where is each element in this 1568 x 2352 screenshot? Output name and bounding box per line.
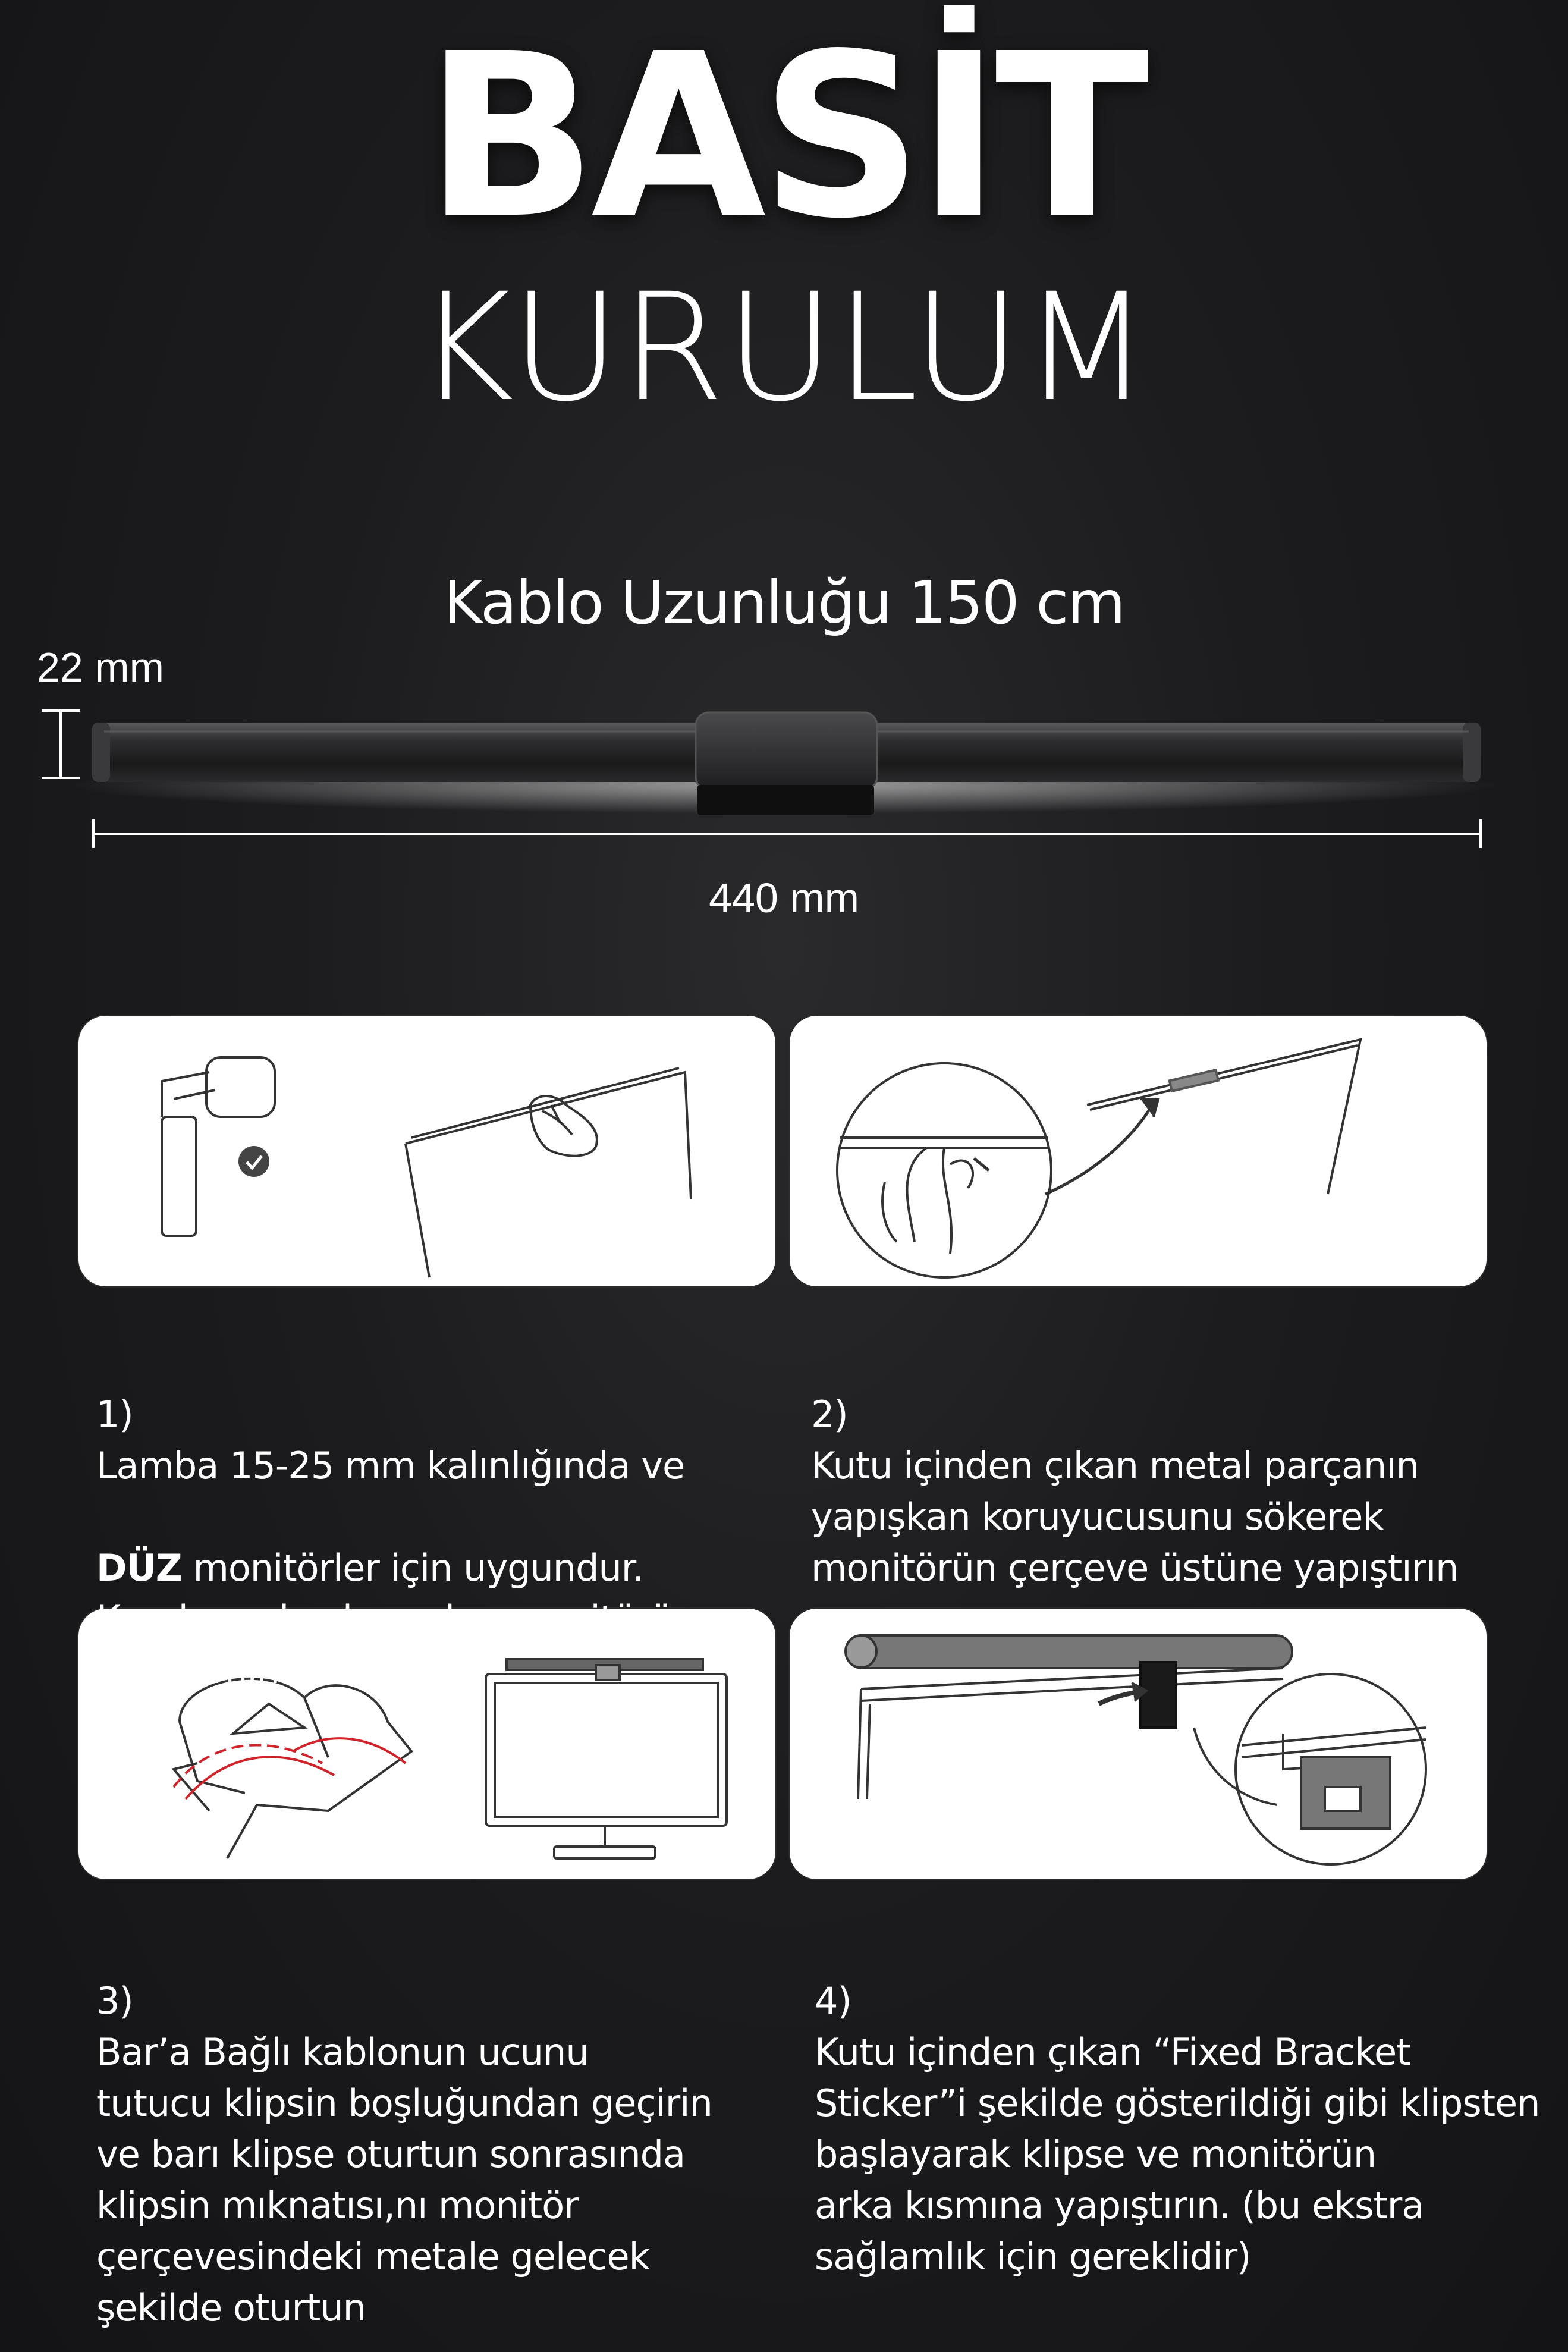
step-3-number: 3) — [96, 1979, 133, 2023]
step-4-number: 4) — [815, 1979, 851, 2023]
width-bracket — [93, 819, 1481, 848]
step-2-text — [811, 1338, 1548, 1594]
height-bracket — [42, 711, 80, 778]
step-1-text-post: monitörler için uygundur. Kuruluma başlamadan monitörün üst kısmını temizleyin — [96, 1546, 696, 1692]
step-2-illustration-card — [790, 1016, 1487, 1286]
page-title: BASİT — [425, 5, 1143, 268]
step-1-text-pre: Lamba 15-25 mm kalınlığında ve — [96, 1444, 685, 1487]
step-4-text — [815, 1924, 1558, 2282]
height-dimension-label: 22 mm — [37, 644, 164, 690]
step-1-illustration-card — [78, 1016, 775, 1286]
step-4-body: Kutu içinden çıkan “Fixed Bracket Sticker”i şekilde gösterildiği gibi klipsten başlayarak klipse ve monitörün arka kısmına yapıştırın. (bu ekstra sağlamlık için gereklidir) — [815, 2030, 1540, 2278]
light-bar-illustration — [0, 684, 1568, 880]
cable-length-label: Kablo Uzunluğu 150 cm — [444, 568, 1124, 638]
step-1-emphasis: DÜZ — [96, 1546, 182, 1590]
page-subtitle: KURULUM — [416, 261, 1152, 434]
step-2-number: 2) — [811, 1393, 848, 1436]
step-1-number: 1) — [96, 1393, 133, 1436]
step-2-body: Kutu içinden çıkan metal parçanın yapışkan koruyucusunu sökerek monitörün çerçeve üstüne yapıştırın — [811, 1444, 1459, 1590]
step-4-illustration-card — [790, 1609, 1487, 1879]
light-bar-clip — [696, 712, 877, 790]
width-dimension-label: 440 mm — [709, 875, 859, 921]
step-3-text — [96, 1924, 780, 2334]
step-3-body: Bar’a Bağlı kablonun ucunu tutucu klipsin boşluğundan geçirin ve barı klipse oturtun sonrasında klipsin mıknatısı,nı monitör çerçevesindeki metale gelecek şekilde oturtun — [96, 2030, 712, 2329]
step-1-text — [96, 1338, 774, 1696]
